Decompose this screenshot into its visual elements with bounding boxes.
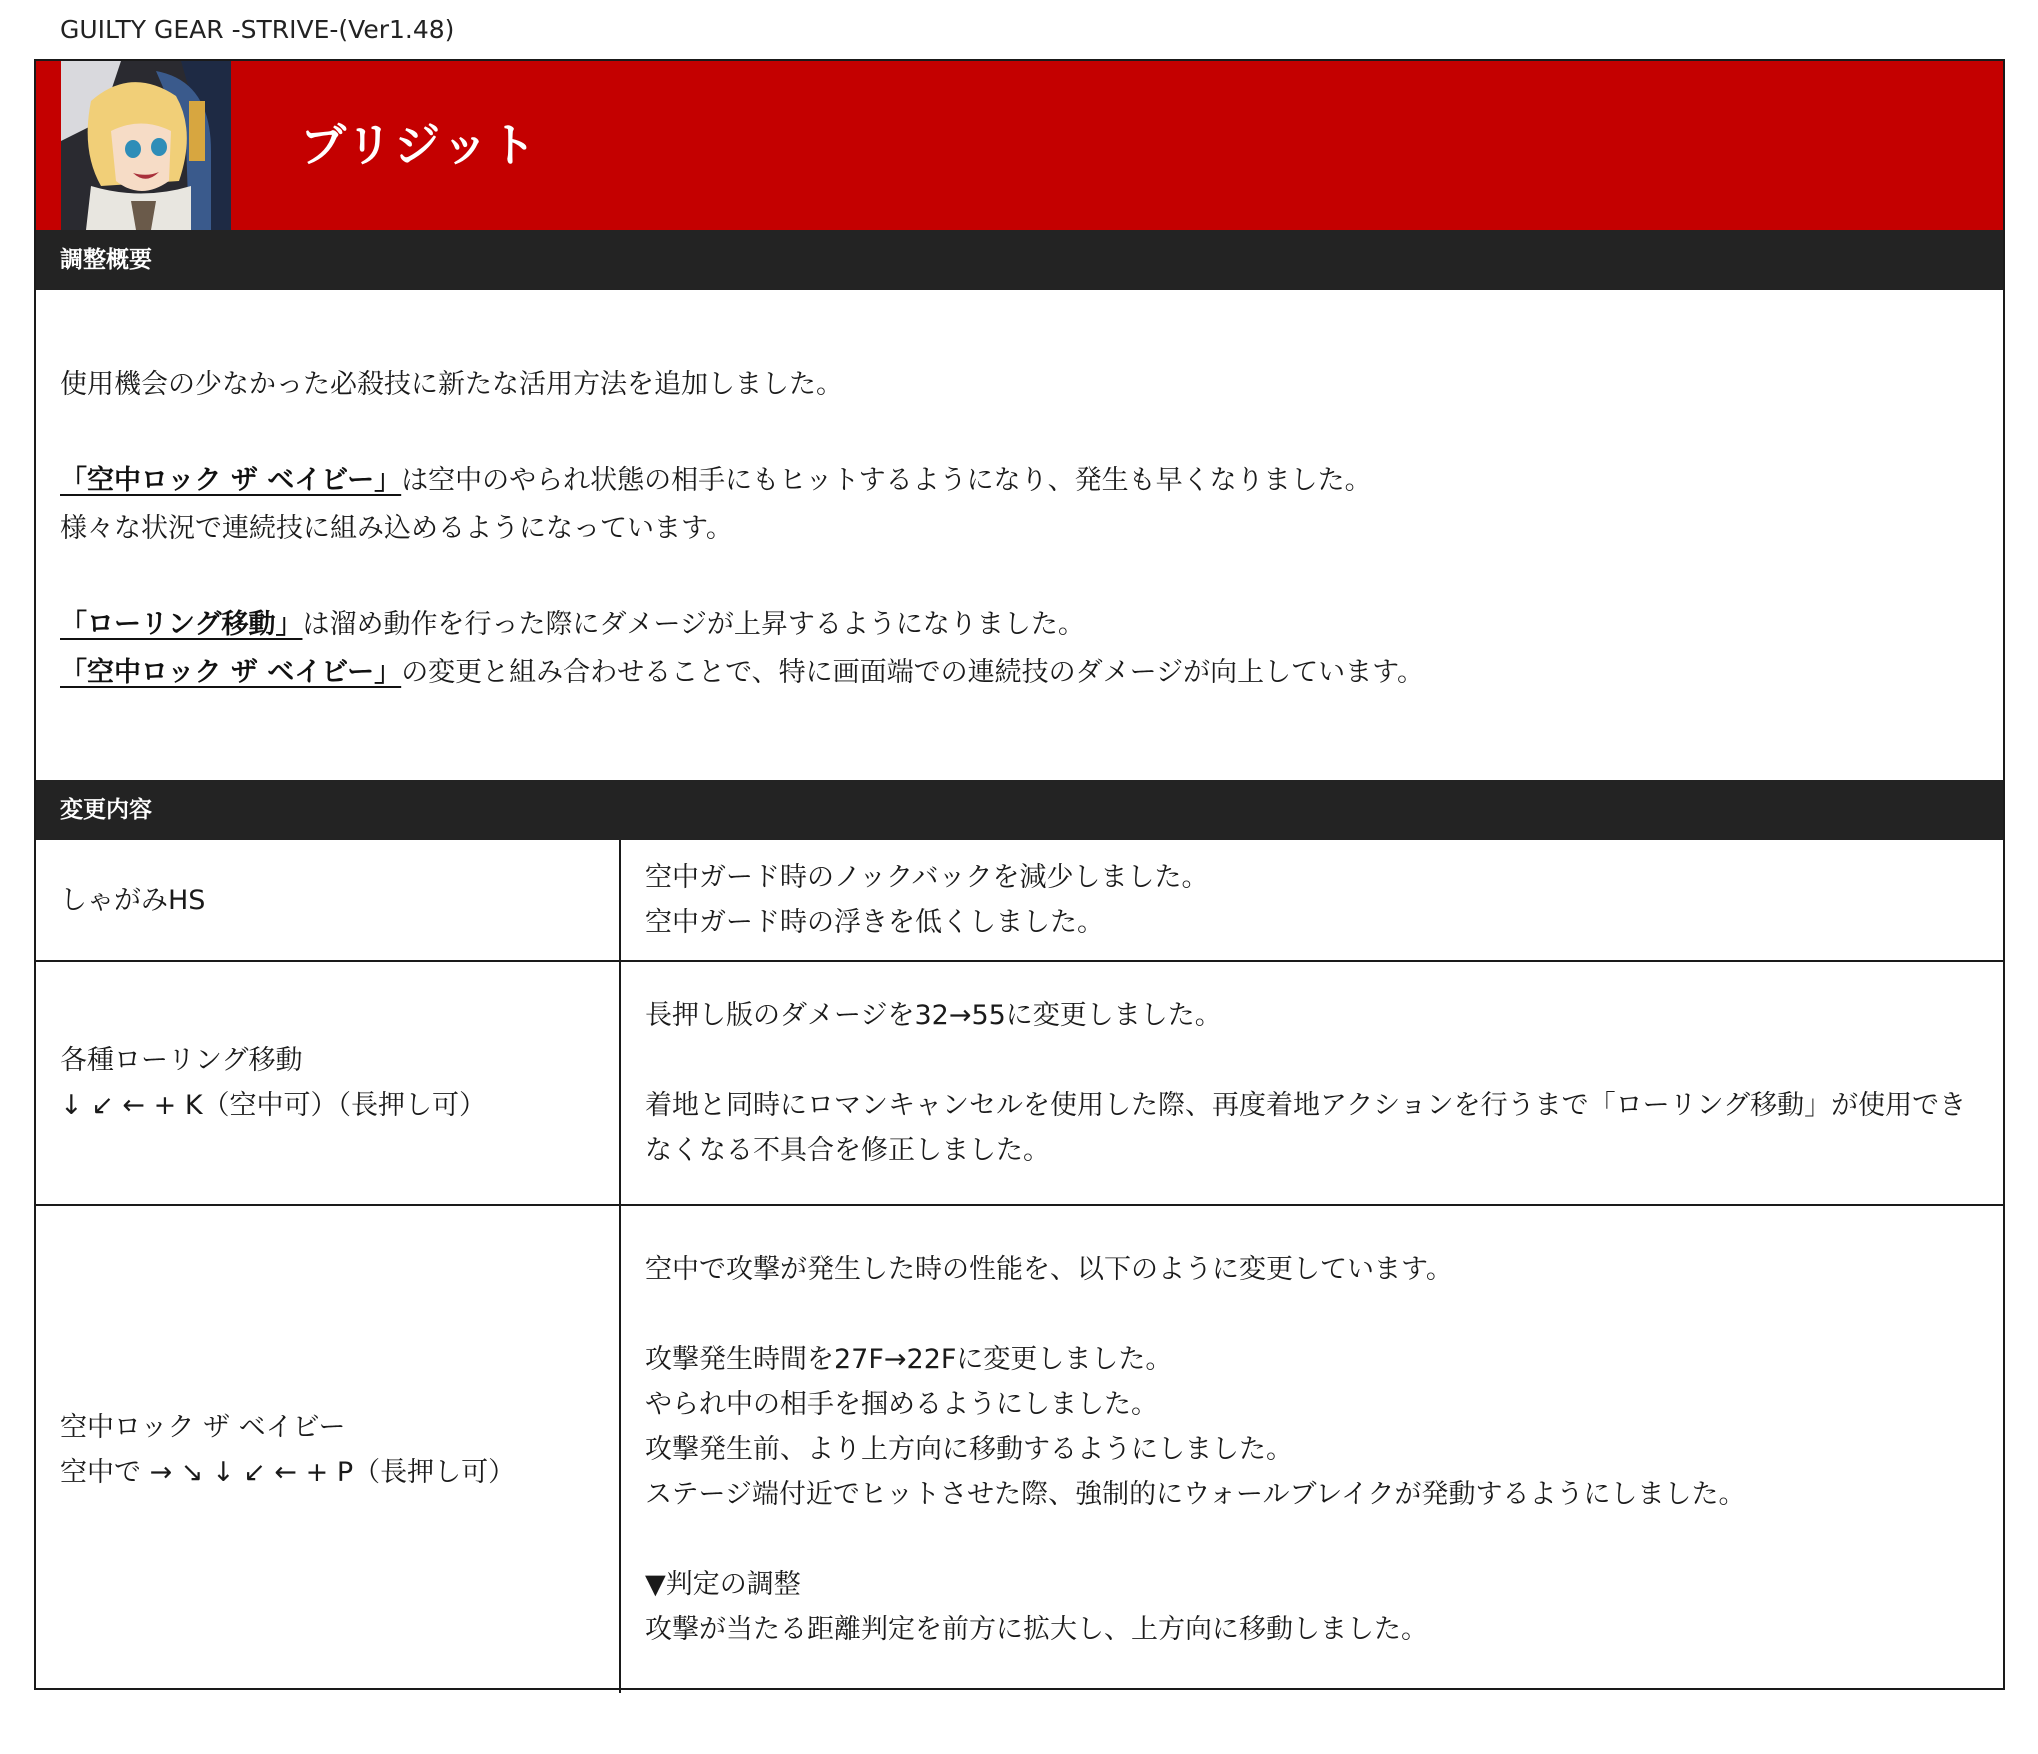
patch-note-sheet <box>34 59 2005 1690</box>
move-cell: 各種ローリング移動 ↓ ↙ ← + K（空中可）（長押し可） <box>36 961 620 1205</box>
summary-paragraph: 「空中ロック ザ ベイビー」の変更と組み合わせることで、特に画面端での連続技のダメージが向上しています。 <box>60 657 1424 688</box>
changes-table <box>36 840 2003 1693</box>
summary-paragraph: 「ローリング移動」は溜め動作を行った際にダメージが上昇するようになりました。 <box>60 609 1085 640</box>
move-link[interactable]: 「空中ロック ザ ベイビー」 <box>60 465 402 496</box>
move-link[interactable]: 「空中ロック ザ ベイビー」 <box>60 657 402 688</box>
table-row <box>36 1205 2003 1693</box>
summary-section-title: 調整概要 <box>36 230 2003 290</box>
description-cell: 長押し版のダメージを32→55に変更しました。 着地と同時にロマンキャンセルを使用した際、再度着地アクションを行うまで「ローリング移動」が使用でき なくなる不具合を修正しました。 <box>620 961 2003 1205</box>
summary-paragraph: 使用機会の少なかった必殺技に新たな活用方法を追加しました。 <box>60 369 843 400</box>
description-cell: 空中で攻撃が発生した時の性能を、以下のように変更しています。 攻撃発生時間を27F→22Fに変更しました。 やられ中の相手を掴めるようにしました。 攻撃発生前、より上方向に移動するようにしました。 ステージ端付近でヒットさせた際、強制的にウォールブレイクが発動するようにしました。 ▼判定の調整 攻撃が当たる距離判定を前方に拡大し、上方向に移動しました。 <box>620 1205 2003 1693</box>
move-link[interactable]: 「ローリング移動」 <box>60 609 303 640</box>
character-portrait <box>61 61 231 230</box>
summary-paragraph: 「空中ロック ザ ベイビー」は空中のやられ状態の相手にもヒットするようになり、発生も早くなりました。 <box>60 465 1372 496</box>
summary-body <box>60 361 1960 697</box>
character-name: ブリジット <box>300 118 539 172</box>
description-cell: 空中ガード時のノックバックを減少しました。 空中ガード時の浮きを低くしました。 <box>645 862 1209 938</box>
move-cell: 空中ロック ザ ベイビー 空中で → ↘ ↓ ↙ ← + P（長押し可） <box>36 1205 620 1693</box>
table-row <box>36 961 2003 1205</box>
summary-paragraph: 様々な状況で連続技に組み込めるようになっています。 <box>60 513 733 544</box>
changes-section-title: 変更内容 <box>36 780 2003 840</box>
character-header <box>36 61 2003 230</box>
move-cell: しゃがみHS <box>36 840 620 961</box>
version-label: GUILTY GEAR -STRIVE-(Ver1.48) <box>60 15 455 44</box>
table-row <box>36 840 2003 961</box>
